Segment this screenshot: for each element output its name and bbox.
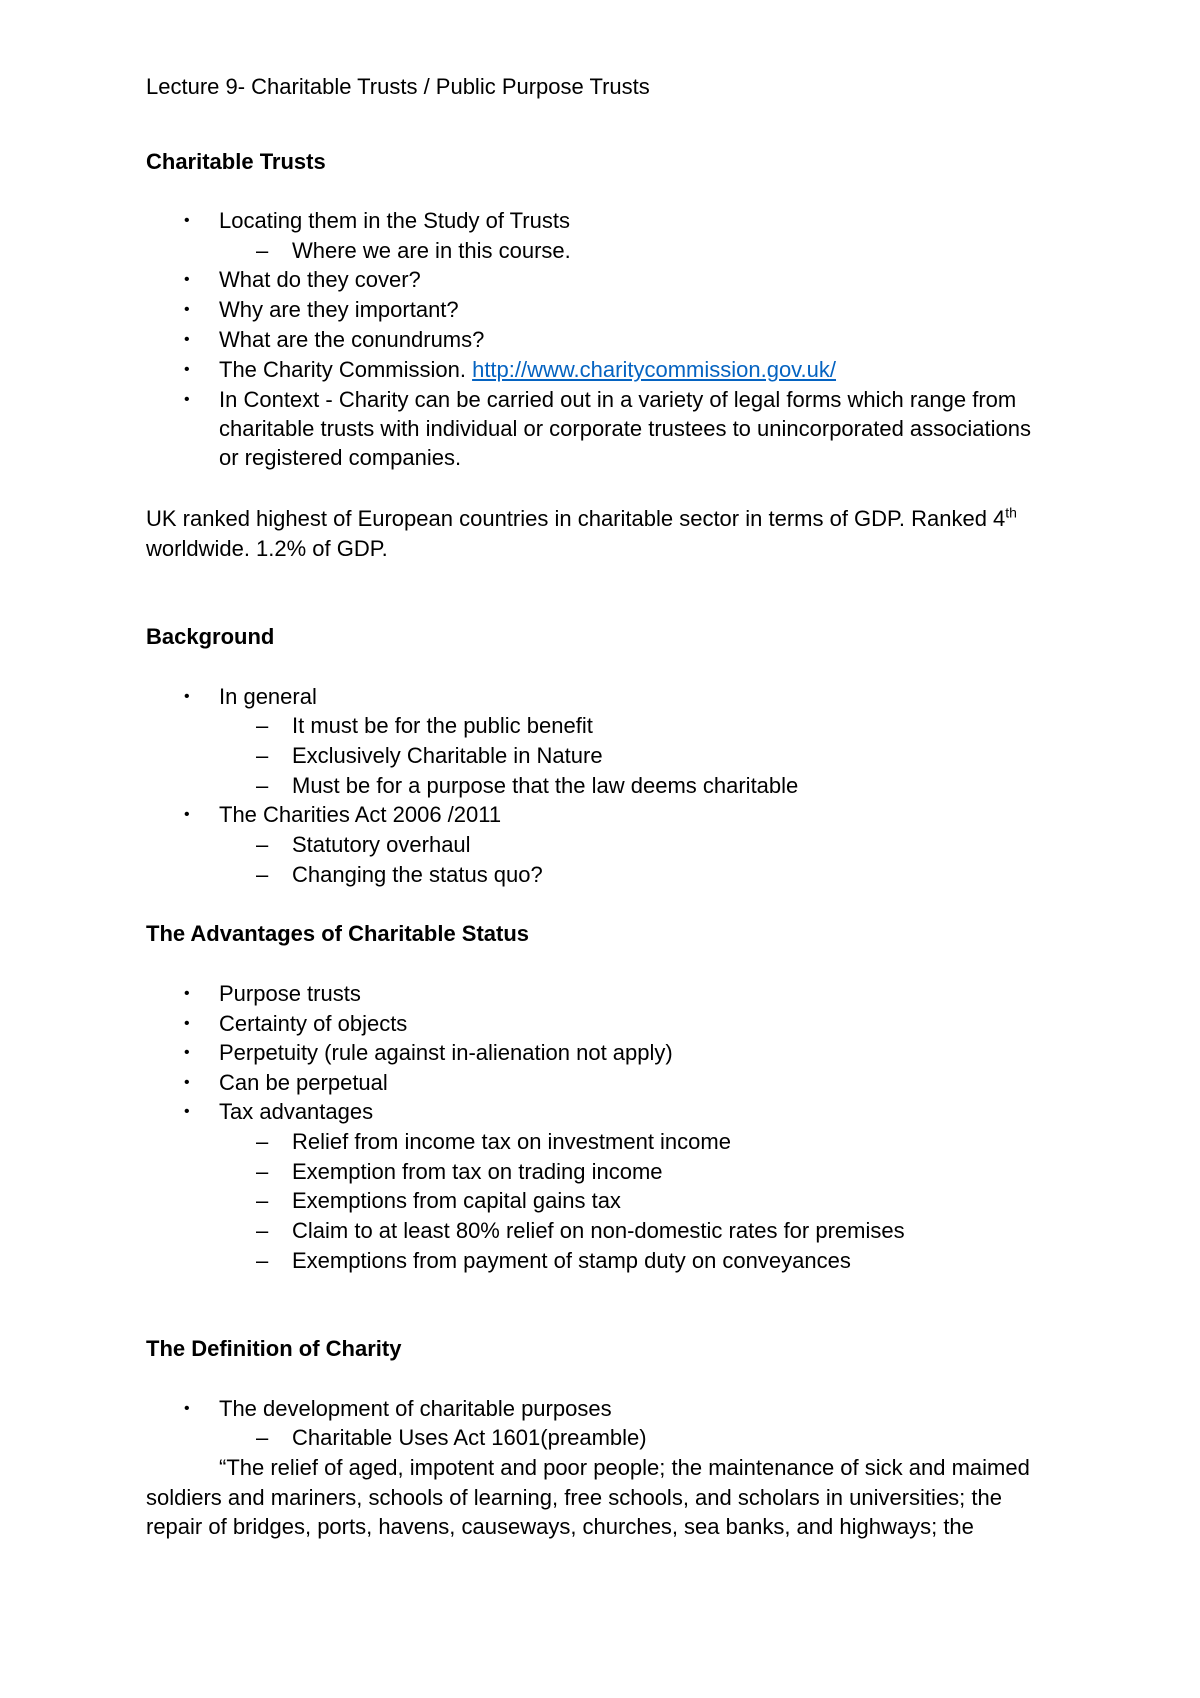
- bullet-item: In Context - Charity can be carried out in a variety of legal forms which range from: [219, 387, 1017, 412]
- heading-charitable-trusts: Charitable Trusts: [146, 149, 326, 174]
- sub-bullet-item: It must be for the public benefit: [292, 713, 593, 738]
- heading-advantages: The Advantages of Charitable Status: [146, 921, 530, 946]
- bullet-mark: •: [184, 331, 190, 348]
- bullet-mark: •: [184, 271, 190, 288]
- paragraph-text: UK ranked highest of European countries in charitable sector in terms of GDP. Ranked 4: [146, 506, 1006, 531]
- bullet-mark: •: [184, 212, 190, 229]
- bullet-item-continuation: charitable trusts with individual or corporate trustees to unincorporated associations: [219, 416, 1031, 441]
- dash-mark: –: [256, 1425, 269, 1450]
- bullet-item: Can be perpetual: [219, 1070, 388, 1095]
- bullet-item-continuation: or registered companies.: [219, 445, 462, 470]
- sub-bullet-item: Exemption from tax on trading income: [292, 1159, 663, 1184]
- paragraph-gdp: [146, 505, 1017, 533]
- bullet-mark: •: [184, 985, 190, 1002]
- bullet-mark: •: [184, 1103, 190, 1120]
- dash-mark: –: [256, 1129, 269, 1154]
- bullet-item: The development of charitable purposes: [219, 1396, 612, 1421]
- sub-bullet-item: Exclusively Charitable in Nature: [292, 743, 603, 768]
- sub-bullet-item: Claim to at least 80% relief on non-domestic rates for premises: [292, 1218, 905, 1243]
- bullet-mark: •: [184, 391, 190, 408]
- heading-definition: The Definition of Charity: [146, 1336, 402, 1361]
- bullet-item: Tax advantages: [219, 1099, 374, 1124]
- bullet-mark: •: [184, 1400, 190, 1417]
- heading-background: Background: [146, 624, 275, 649]
- bullet-mark: •: [184, 806, 190, 823]
- dash-mark: –: [256, 1218, 269, 1243]
- dash-mark: –: [256, 832, 269, 857]
- quote-text: repair of bridges, ports, havens, causeways, churches, sea banks, and highways; the: [146, 1514, 974, 1539]
- dash-mark: –: [256, 238, 269, 263]
- superscript: th: [1005, 504, 1017, 521]
- dash-mark: –: [256, 1159, 269, 1184]
- dash-mark: –: [256, 713, 269, 738]
- bullet-item: Why are they important?: [219, 297, 459, 322]
- bullet-mark: •: [184, 361, 190, 378]
- bullet-mark: •: [184, 301, 190, 318]
- bullet-mark: •: [184, 1074, 190, 1091]
- bullet-item: Certainty of objects: [219, 1011, 408, 1036]
- sub-bullet-item: Statutory overhaul: [292, 832, 471, 857]
- bullet-text: The Charity Commission.: [219, 357, 473, 382]
- bullet-item-charity-commission: [219, 356, 836, 384]
- bullet-item: Locating them in the Study of Trusts: [219, 208, 570, 233]
- dash-mark: –: [256, 1188, 269, 1213]
- sub-bullet-item: Changing the status quo?: [292, 862, 543, 887]
- quote-text: “The relief of aged, impotent and poor people; the maintenance of sick and maimed: [219, 1455, 1030, 1480]
- sub-bullet-item: Must be for a purpose that the law deems charitable: [292, 773, 799, 798]
- bullet-mark: •: [184, 688, 190, 705]
- charity-commission-link[interactable]: http://www.charitycommission.gov.uk/: [472, 357, 837, 382]
- sub-bullet-item: Charitable Uses Act 1601(preamble): [292, 1425, 647, 1450]
- bullet-item: In general: [219, 684, 317, 709]
- bullet-item: Purpose trusts: [219, 981, 361, 1006]
- dash-mark: –: [256, 743, 269, 768]
- sub-bullet-item: Exemptions from payment of stamp duty on conveyances: [292, 1248, 851, 1273]
- sub-bullet-item: Relief from income tax on investment income: [292, 1129, 731, 1154]
- dash-mark: –: [256, 1248, 269, 1273]
- bullet-item: What are the conundrums?: [219, 327, 485, 352]
- bullet-item: The Charities Act 2006 /2011: [219, 802, 502, 827]
- bullet-mark: •: [184, 1044, 190, 1061]
- bullet-item: What do they cover?: [219, 267, 421, 292]
- paragraph-gdp-continuation: worldwide. 1.2% of GDP.: [146, 536, 388, 561]
- bullet-item: Perpetuity (rule against in-alienation not apply): [219, 1040, 673, 1065]
- document-title: Lecture 9- Charitable Trusts / Public Purpose Trusts: [146, 74, 650, 99]
- dash-mark: –: [256, 773, 269, 798]
- quote-text: soldiers and mariners, schools of learning, free schools, and scholars in universities; the: [146, 1485, 1002, 1510]
- dash-mark: –: [256, 862, 269, 887]
- sub-bullet-item: Where we are in this course.: [292, 238, 571, 263]
- bullet-mark: •: [184, 1015, 190, 1032]
- sub-bullet-item: Exemptions from capital gains tax: [292, 1188, 621, 1213]
